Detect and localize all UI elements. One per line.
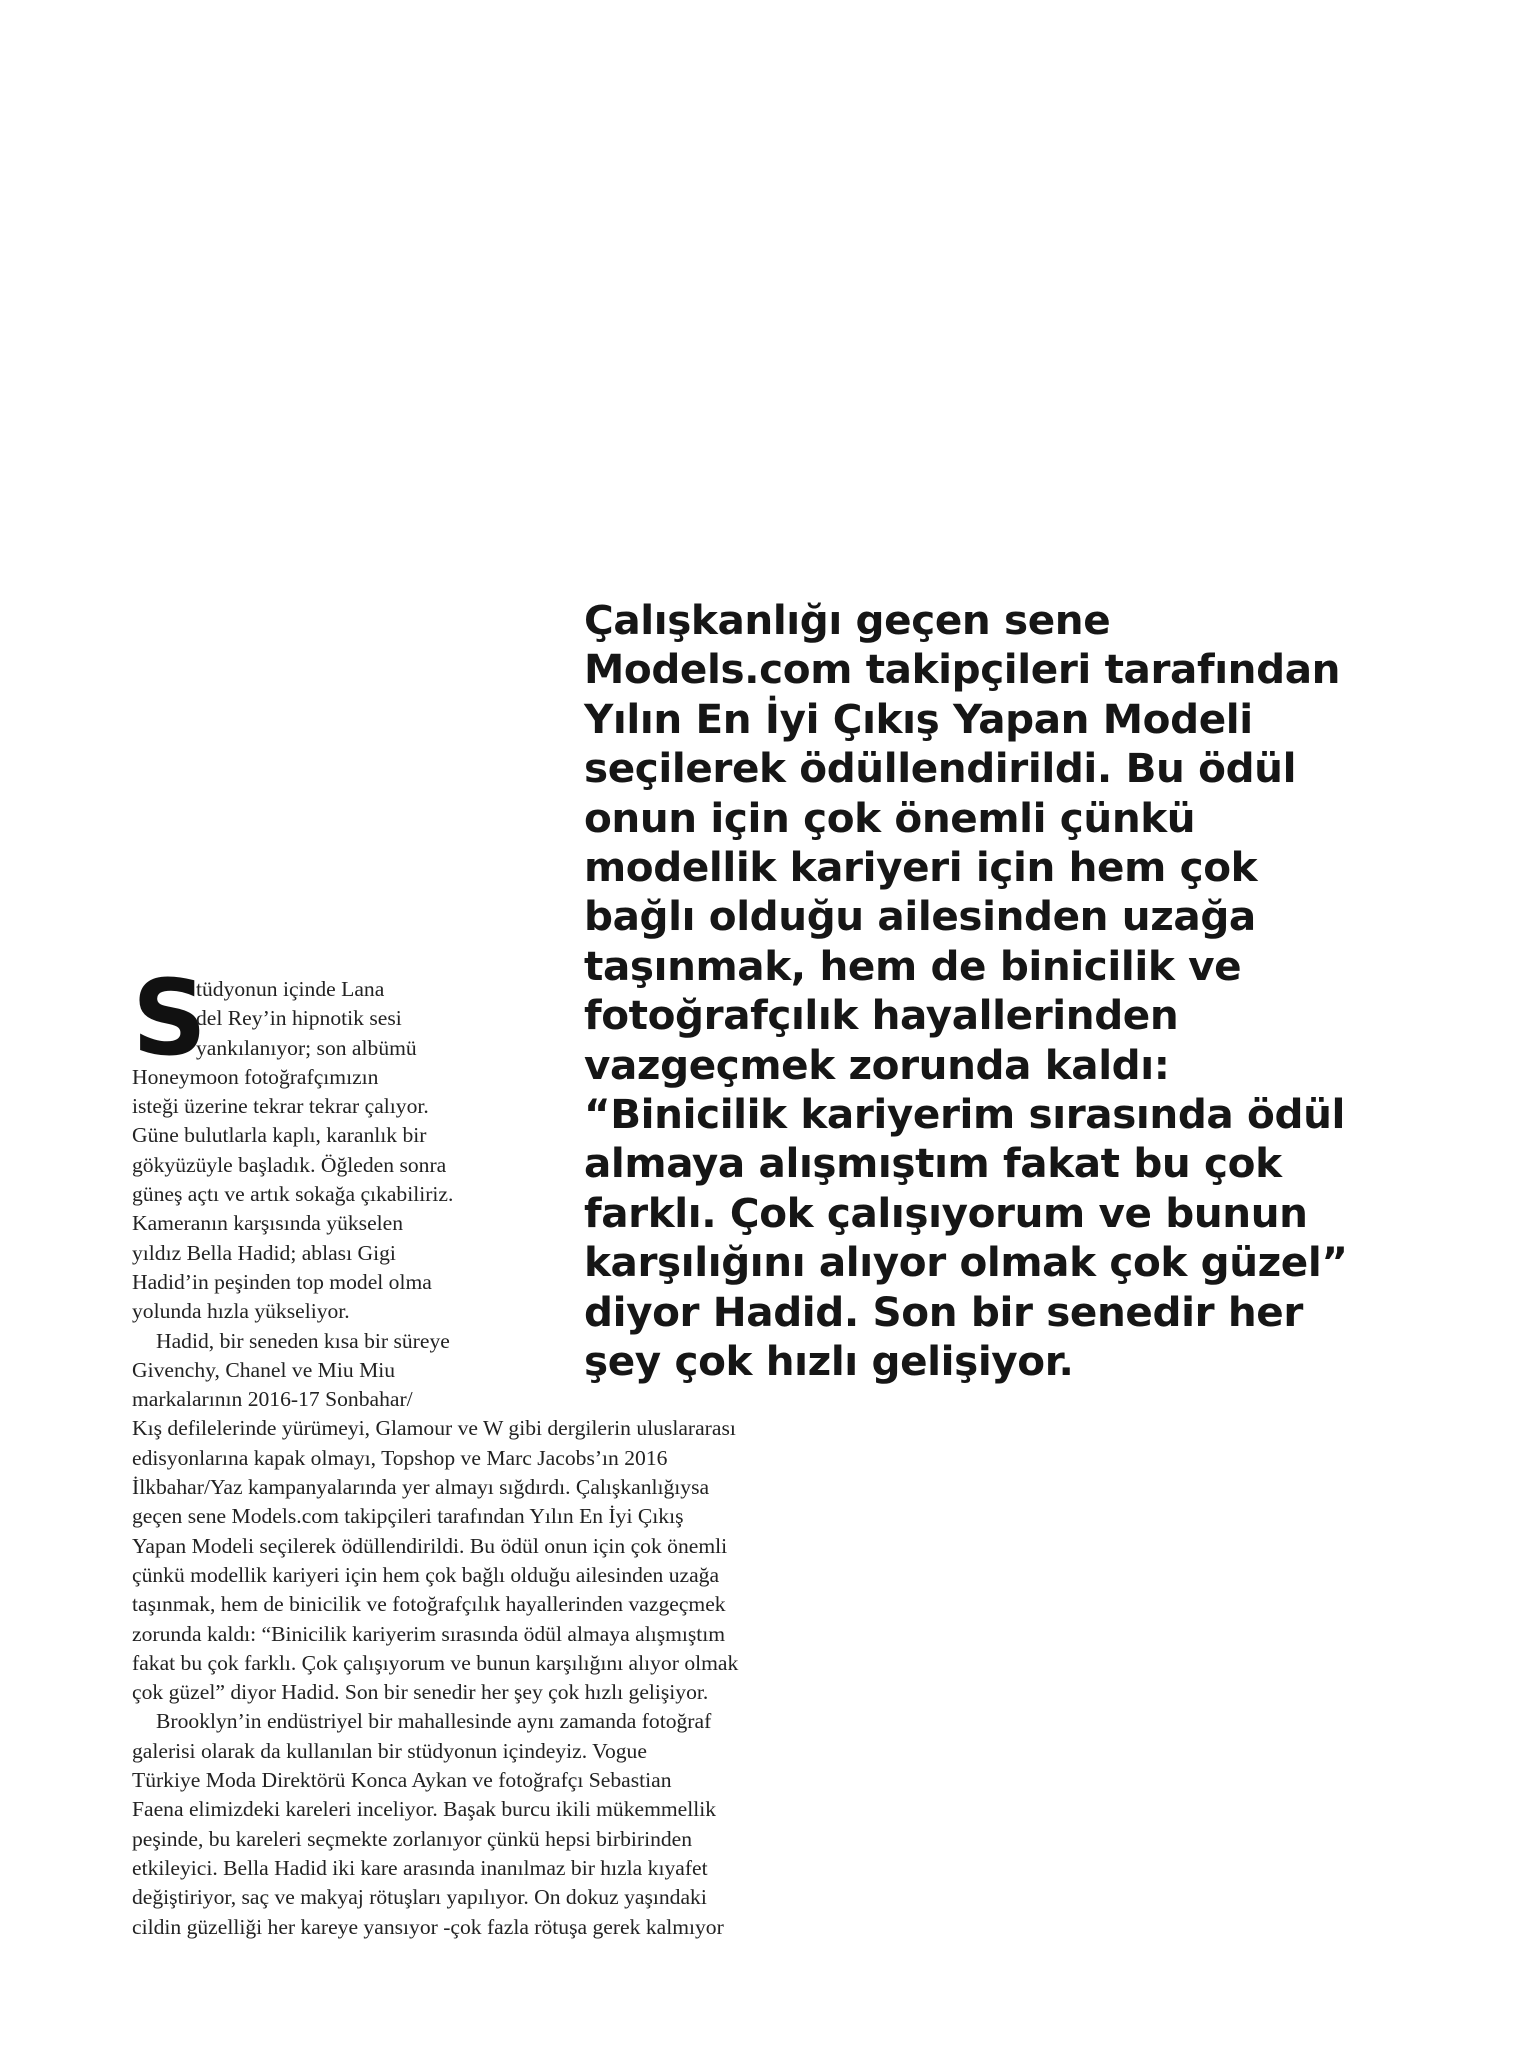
drop-cap: S <box>132 957 207 1079</box>
pull-quote-line: Çalışkanlığı geçen sene <box>584 596 1111 644</box>
pull-quote-line: bağlı olduğu ailesinden uzağa <box>584 892 1256 941</box>
article-line: galerisi olarak da kullanılan bir stüdyonun içindeyiz. Vogue <box>132 1738 647 1763</box>
pull-quote-line: farklı. Çok çalışıyorum ve bunun <box>584 1188 1308 1237</box>
article-line: del Rey’in hipnotik sesi <box>196 1006 402 1031</box>
article-line: İlkbahar/Yaz kampanyalarında yer almayı sığdırdı. Çalışkanlığıysa <box>132 1475 710 1500</box>
article-line: gökyüzüyle başladık. Öğleden sonra <box>132 1152 447 1177</box>
article-line: çünkü modellik kariyeri için hem çok bağlı olduğu ailesinden uzağa <box>132 1562 720 1587</box>
article-line: Faena elimizdeki kareleri inceliyor. Başak burcu ikili mükemmellik <box>132 1797 717 1822</box>
article-line: güneş açtı ve artık sokağa çıkabiliriz. <box>132 1182 454 1207</box>
pull-quote-line: modellik kariyeri için hem çok <box>584 843 1258 892</box>
article-line: edisyonlarına kapak olmayı, Topshop ve Marc Jacobs’ın 2016 <box>132 1445 668 1470</box>
article-line: tüdyonun içinde Lana <box>196 977 385 1001</box>
pull-quote-line: almaya alışmıştım fakat bu çok <box>584 1139 1282 1188</box>
article-line: Honeymoon fotoğrafçımızın <box>132 1064 379 1089</box>
pull-quote-line: vazgeçmek zorunda kaldı: <box>584 1040 1170 1089</box>
article-line: geçen sene Models.com takipçileri tarafından Yılın En İyi Çıkış <box>132 1504 684 1529</box>
pull-quote-line: fotoğrafçılık hayallerinden <box>584 991 1179 1040</box>
article-line: fakat bu çok farklı. Çok çalışıyorum ve bunun karşılığını alıyor olmak <box>132 1650 739 1675</box>
article-line: peşinde, bu kareleri seçmekte zorlanıyor çünkü hepsi birbirinden <box>132 1826 693 1851</box>
article-line: cildin güzelliği her kareye yansıyor -çok fazla rötuşa gerek kalmıyor <box>132 1914 724 1939</box>
article-line: Kameranın karşısında yükselen <box>132 1211 404 1236</box>
pull-quote-line: karşılığını alıyor olmak çok güzel” <box>584 1238 1348 1287</box>
article-line: değiştiriyor, saç ve makyaj rötuşları yapılıyor. On dokuz yaşındaki <box>132 1885 707 1910</box>
pull-quote-line: diyor Hadid. Son bir senedir her <box>584 1287 1303 1336</box>
article-line: Türkiye Moda Direktörü Konca Aykan ve fotoğrafçı Sebastian <box>132 1768 672 1793</box>
article-line: Güne bulutlarla kaplı, karanlık bir <box>132 1123 427 1148</box>
pull-quote-line: Models.com takipçileri tarafından <box>584 645 1341 694</box>
article-line: Givenchy, Chanel ve Miu Miu <box>132 1357 396 1382</box>
pull-quote-line: taşınmak, hem de binicilik ve <box>584 941 1242 990</box>
pull-quote-line: Yılın En İyi Çıkış Yapan Modeli <box>584 694 1253 743</box>
article-line: çok güzel” diyor Hadid. Son bir senedir her şey çok hızlı gelişiyor. <box>132 1680 709 1705</box>
article-line: yolunda hızla yükseliyor. <box>132 1299 350 1324</box>
article-line: Kış defilelerinde yürümeyi, Glamour ve W gibi dergilerin uluslararası <box>132 1416 736 1441</box>
article-line: Hadid, bir seneden kısa bir süreye <box>156 1328 450 1353</box>
article-line: yıldız Bella Hadid; ablası Gigi <box>132 1240 396 1265</box>
article-line: zorunda kaldı: “Binicilik kariyerim sırasında ödül almaya alışmıştım <box>132 1621 726 1646</box>
article-line: Hadid’in peşinden top model olma <box>132 1269 432 1294</box>
article-line: Brooklyn’in endüstriyel bir mahallesinde aynı zamanda fotoğraf <box>156 1709 712 1734</box>
article-line: yankılanıyor; son albümü <box>196 1035 417 1060</box>
article-line: isteği üzerine tekrar tekrar çalıyor. <box>132 1094 429 1119</box>
pull-quote-line: seçilerek ödüllendirildi. Bu ödül <box>584 744 1297 793</box>
article-line: markalarının 2016-17 Sonbahar/ <box>132 1387 413 1412</box>
article-body <box>132 975 962 1942</box>
pull-quote-line: şey çok hızlı gelişiyor. <box>584 1337 1074 1386</box>
pull-quote-line: “Binicilik kariyerim sırasında ödül <box>584 1090 1345 1139</box>
article-line: taşınmak, hem de binicilik ve fotoğrafçılık hayallerinden vazgeçmek <box>132 1592 726 1617</box>
article-line: Yapan Modeli seçilerek ödüllendirildi. Bu ödül onun için çok önemli <box>132 1533 728 1558</box>
article-line: etkileyici. Bella Hadid iki kare arasında inanılmaz bir hızla kıyafet <box>132 1855 708 1880</box>
pull-quote-line: onun için çok önemli çünkü <box>584 793 1196 842</box>
